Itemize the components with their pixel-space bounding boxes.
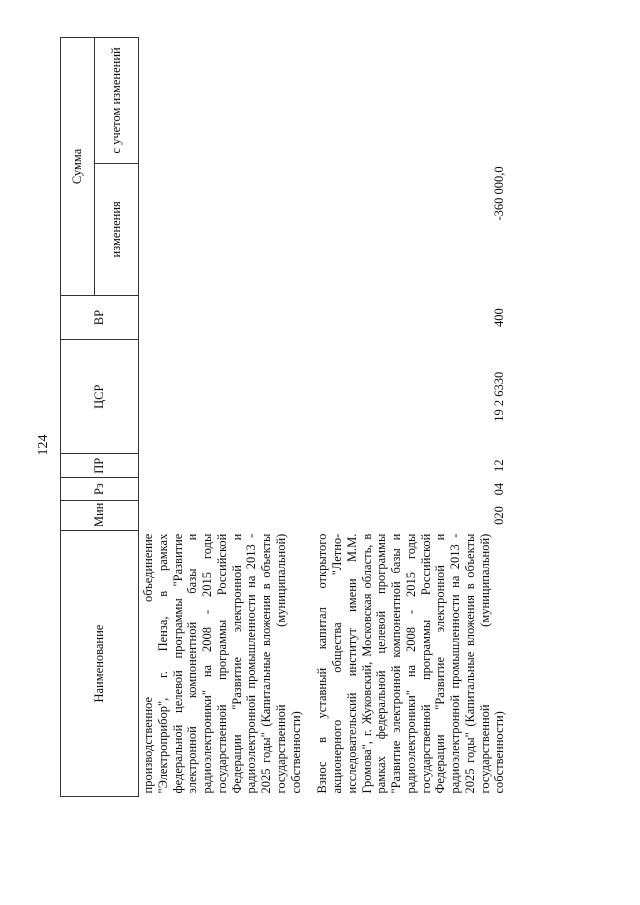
- row-pr: [139, 454, 304, 478]
- row-total: [303, 38, 507, 164]
- row-vr: [139, 295, 304, 340]
- row-total: [139, 38, 304, 164]
- budget-table: [60, 37, 507, 797]
- row-min: 020: [492, 506, 507, 525]
- header-csr: ЦСР: [61, 340, 139, 454]
- row-name: производственное объединение "Электроприбор", г. Пенза, в рамках федеральной целевой программы "Развитие электронной компонентной базы и радиоэлектроники" на 2008 - 2015 годы государственной программы Российской Федерации "Развитие электронной и радиоэлектронной промышленности на 2013 - 2025 годы" (Капитальные вложения в объекты государственной (муниципальной) собственности): [141, 533, 303, 794]
- row-csr: [139, 340, 304, 454]
- table-row: [303, 38, 507, 797]
- header-name: Наименование: [61, 531, 139, 797]
- row-vr: 400: [492, 308, 507, 327]
- row-min: [139, 500, 304, 530]
- row-change: -360 000,0: [492, 166, 507, 221]
- header-vr: ВР: [61, 295, 139, 340]
- row-name: Взнос в уставный капитал открытого акционерного общества "Летно-исследовательский институт имени М.М. Громова", г. Жуковский, Московская область, в рамках федеральной целевой программы "Развитие электронной компонентной базы и радиоэлектроники" на 2008 - 2015 годы государственной программы Российской Федерации "Развитие электронной и радиоэлектронной промышленности на 2013 - 2025 годы" (Капитальные вложения в объекты государственной (муниципальной) собственности): [315, 533, 507, 794]
- header-pr: ПР: [61, 454, 139, 478]
- row-csr: 19 2 6330: [492, 371, 507, 422]
- page-number: 124: [36, 434, 51, 456]
- header-changes: изменения: [95, 163, 139, 295]
- row-pr: 12: [492, 459, 507, 472]
- header-min: Мин: [61, 500, 139, 530]
- row-change: [139, 163, 304, 295]
- header-rz: Рз: [61, 478, 139, 500]
- header-with-changes: с учетом изменений: [95, 38, 139, 164]
- header-sum: Сумма: [61, 38, 95, 296]
- row-rz: 04: [492, 482, 507, 496]
- row-rz: [139, 478, 304, 500]
- table-row: [139, 38, 304, 797]
